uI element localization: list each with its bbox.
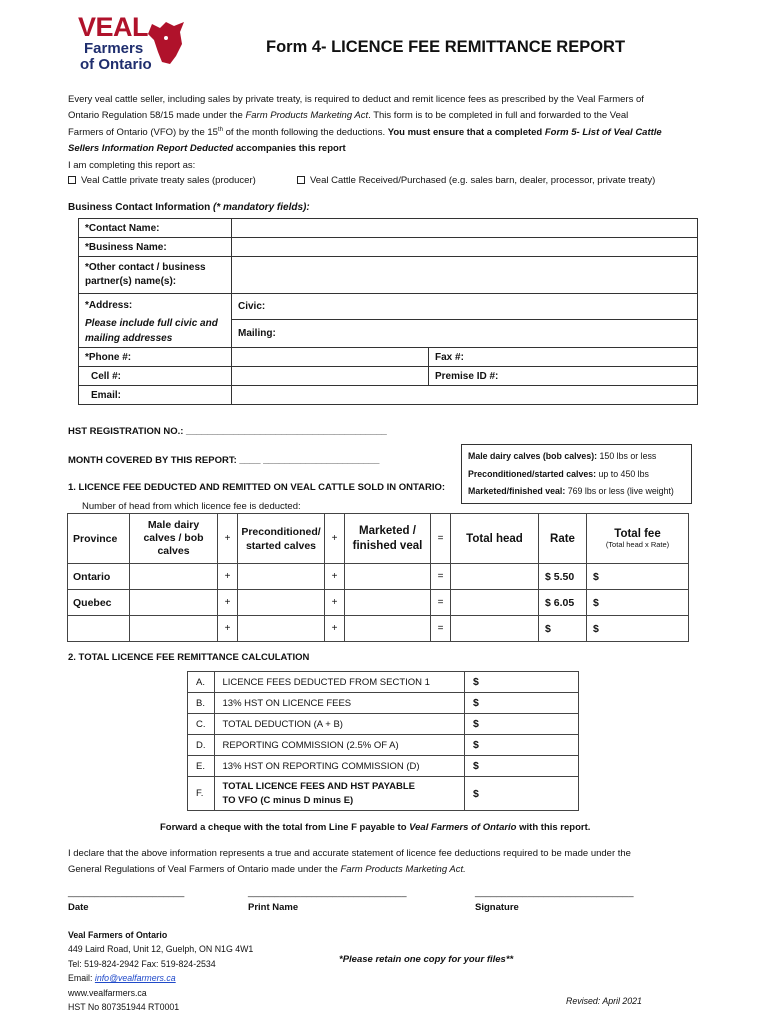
col-total-fee: Total fee (Total head x Rate) bbox=[587, 514, 689, 564]
male-dairy-input[interactable] bbox=[130, 564, 218, 590]
contact-heading: Business Contact Information (* mandatory fields): bbox=[68, 202, 310, 213]
logo-ontario-text: of Ontario bbox=[80, 56, 152, 73]
print-name-label: Print Name bbox=[248, 902, 299, 913]
print-name-line[interactable]: ______________________________ bbox=[248, 887, 407, 898]
info-marketed: Marketed/finished veal: 769 lbs or less (live weight) bbox=[468, 486, 674, 496]
row-letter: D. bbox=[188, 735, 215, 756]
plus-sign: + bbox=[325, 590, 345, 616]
marketed-input[interactable] bbox=[345, 616, 431, 642]
cow-head-icon bbox=[146, 18, 190, 66]
fax-label: Fax #: bbox=[435, 351, 464, 363]
marketed-input[interactable] bbox=[345, 564, 431, 590]
plus-sign: + bbox=[218, 564, 238, 590]
total-head-input[interactable] bbox=[451, 616, 539, 642]
plus-sign: + bbox=[218, 514, 238, 564]
contact-name-field[interactable] bbox=[232, 219, 698, 238]
col-total-head: Total head bbox=[451, 514, 539, 564]
amount-input-c[interactable]: $ bbox=[465, 714, 579, 735]
preconditioned-input[interactable] bbox=[238, 564, 325, 590]
table-row bbox=[188, 693, 579, 714]
checkbox-private-treaty[interactable] bbox=[68, 176, 76, 184]
intro-line-4: Sellers Information Report Deducted accompanies this report bbox=[68, 142, 346, 154]
table-row bbox=[68, 616, 689, 642]
row-label: 13% HST ON LICENCE FEES bbox=[214, 693, 465, 714]
total-head-input[interactable] bbox=[451, 590, 539, 616]
completing-label: I am completing this report as: bbox=[68, 160, 196, 171]
intro-line-3: Farmers of Ontario (VFO) by the 15th of the month following the deductions. You must ensure that a completed Form 5- List of Veal Cattle bbox=[68, 127, 662, 139]
table-row bbox=[68, 590, 689, 616]
plus-sign: + bbox=[325, 514, 345, 564]
row-letter: B. bbox=[188, 693, 215, 714]
col-marketed: Marketed / finished veal bbox=[345, 514, 431, 564]
footer-web[interactable]: www.vealfarmers.ca bbox=[68, 987, 147, 998]
contact-table bbox=[78, 218, 698, 405]
total-fee-input[interactable]: $ bbox=[587, 616, 689, 642]
table-row bbox=[68, 564, 689, 590]
option-received-purchased[interactable]: Veal Cattle Received/Purchased (e.g. sales barn, dealer, processor, private treaty) bbox=[297, 175, 655, 186]
phone-field[interactable] bbox=[232, 348, 429, 367]
address-label: *Address: Please include full civic and mailing addresses bbox=[79, 294, 232, 348]
option-private-treaty[interactable]: Veal Cattle private treaty sales (producer) bbox=[68, 175, 256, 186]
section2-heading: 2. TOTAL LICENCE FEE REMITTANCE CALCULATION bbox=[68, 652, 310, 663]
weight-info-box bbox=[461, 444, 692, 504]
rate-cell: $ 6.05 bbox=[539, 590, 587, 616]
intro-line-2: Ontario Regulation 58/15 made under the Farm Products Marketing Act. This form is to be completed in full and forwarded to the Veal bbox=[68, 109, 629, 121]
plus-sign: + bbox=[325, 616, 345, 642]
col-preconditioned: Preconditioned/ started calves bbox=[238, 514, 325, 564]
row-label: TOTAL DEDUCTION (A + B) bbox=[214, 714, 465, 735]
mailing-label: Mailing: bbox=[238, 328, 276, 340]
civic-label: Civic: bbox=[238, 301, 266, 313]
email-link[interactable]: info@vealfarmers.ca bbox=[94, 973, 176, 984]
row-label: LICENCE FEES DEDUCTED FROM SECTION 1 bbox=[214, 672, 465, 693]
civic-field[interactable] bbox=[232, 294, 698, 320]
plus-sign: + bbox=[325, 564, 345, 590]
date-label: Date bbox=[68, 902, 89, 913]
preconditioned-input[interactable] bbox=[238, 590, 325, 616]
rate-input[interactable]: $ bbox=[539, 616, 587, 642]
table-row bbox=[188, 756, 579, 777]
phone-label: *Phone #: bbox=[79, 348, 232, 367]
signature-label: Signature bbox=[475, 902, 519, 913]
table-row bbox=[188, 735, 579, 756]
section1-heading: 1. LICENCE FEE DEDUCTED AND REMITTED ON VEAL CATTLE SOLD IN ONTARIO: bbox=[68, 482, 446, 493]
month-covered-field[interactable]: MONTH COVERED BY THIS REPORT: ____ ______________________ bbox=[68, 455, 380, 466]
footer-address: 449 Laird Road, Unit 12, Guelph, ON N1G 4W1 bbox=[68, 944, 254, 955]
intro-paragraph bbox=[68, 92, 708, 156]
plus-sign: + bbox=[218, 616, 238, 642]
plus-sign: + bbox=[218, 590, 238, 616]
cell-label: Cell #: bbox=[79, 367, 232, 386]
amount-input-b[interactable]: $ bbox=[465, 693, 579, 714]
row-letter: C. bbox=[188, 714, 215, 735]
logo-veal-text: VEAL bbox=[78, 12, 149, 42]
info-preconditioned: Preconditioned/started calves: up to 450 lbs bbox=[468, 468, 649, 479]
col-province: Province bbox=[68, 514, 130, 564]
row-letter: A. bbox=[188, 672, 215, 693]
row-label: REPORTING COMMISSION (2.5% OF A) bbox=[214, 735, 465, 756]
fax-field[interactable] bbox=[429, 348, 698, 367]
amount-input-e[interactable]: $ bbox=[465, 756, 579, 777]
province-cell: Quebec bbox=[68, 590, 130, 616]
remittance-calculation-table bbox=[187, 671, 579, 811]
intro-line-1: Every veal cattle seller, including sales by private treaty, is required to deduct and remit licence fees as prescribed by the Veal Farmers of bbox=[68, 94, 644, 105]
forward-instruction: Forward a cheque with the total from Line F payable to Veal Farmers of Ontario with this report. bbox=[160, 822, 591, 833]
marketed-input[interactable] bbox=[345, 590, 431, 616]
rate-cell: $ 5.50 bbox=[539, 564, 587, 590]
premise-field[interactable] bbox=[429, 367, 698, 386]
premise-label: Premise ID #: bbox=[435, 370, 499, 382]
other-contact-label: *Other contact / business partner(s) name(s): bbox=[79, 257, 232, 294]
email-label: Email: bbox=[79, 386, 232, 405]
mailing-field[interactable] bbox=[232, 320, 698, 348]
section1-subheading: Number of head from which licence fee is deducted: bbox=[82, 501, 301, 512]
equals-sign: = bbox=[431, 564, 451, 590]
equals-sign: = bbox=[431, 616, 451, 642]
equals-sign: = bbox=[431, 514, 451, 564]
province-cell: Ontario bbox=[68, 564, 130, 590]
row-letter: F. bbox=[188, 777, 215, 811]
col-rate: Rate bbox=[539, 514, 587, 564]
total-fee-input[interactable]: $ bbox=[587, 564, 689, 590]
row-label: TOTAL LICENCE FEES AND HST PAYABLE TO VFO (C minus D minus E) bbox=[214, 777, 465, 811]
contact-name-label: *Contact Name: bbox=[79, 219, 232, 238]
logo-farmers-text: Farmers bbox=[84, 40, 144, 57]
info-male-dairy: Male dairy calves (bob calves): 150 lbs or less bbox=[468, 451, 657, 461]
footer-email: Email: info@vealfarmers.ca bbox=[68, 973, 176, 984]
head-count-table bbox=[67, 513, 689, 642]
footer-org: Veal Farmers of Ontario bbox=[68, 930, 168, 940]
other-contact-field[interactable] bbox=[232, 257, 698, 294]
cell-field[interactable] bbox=[232, 367, 429, 386]
row-label: 13% HST ON REPORTING COMMISSION (D) bbox=[214, 756, 465, 777]
declaration: I declare that the above information represents a true and accurate statement of licence fee deductions required to be made under the General Regulations of Veal Farmers of Ontario made under the Farm Products Marketing Act. bbox=[68, 848, 631, 875]
equals-sign: = bbox=[431, 590, 451, 616]
email-field[interactable] bbox=[232, 386, 698, 405]
footer-contact bbox=[68, 928, 253, 1014]
preconditioned-input[interactable] bbox=[238, 616, 325, 642]
amount-input-a[interactable]: $ bbox=[465, 672, 579, 693]
vfo-logo bbox=[78, 14, 188, 76]
male-dairy-input[interactable] bbox=[130, 616, 218, 642]
footer-phone: Tel: 519-824-2942 Fax: 519-824-2534 bbox=[68, 958, 216, 969]
total-head-input[interactable] bbox=[451, 564, 539, 590]
row-letter: E. bbox=[188, 756, 215, 777]
date-line[interactable]: ______________________ bbox=[68, 887, 185, 898]
checkbox-received-purchased[interactable] bbox=[297, 176, 305, 184]
amount-input-d[interactable]: $ bbox=[465, 735, 579, 756]
male-dairy-input[interactable] bbox=[130, 590, 218, 616]
hst-registration-field[interactable]: HST REGISTRATION NO.: ______________________________________ bbox=[68, 426, 387, 437]
col-male-dairy: Male dairy calves / bob calves bbox=[130, 514, 218, 564]
footer-hst: HST No 807351944 RT0001 bbox=[68, 1002, 180, 1013]
retain-copy-note: *Please retain one copy for your files** bbox=[339, 954, 514, 965]
table-row bbox=[188, 714, 579, 735]
amount-input-f[interactable]: $ bbox=[465, 777, 579, 811]
business-name-label: *Business Name: bbox=[79, 238, 232, 257]
table-row bbox=[188, 777, 579, 811]
business-name-field[interactable] bbox=[232, 238, 698, 257]
province-input[interactable] bbox=[68, 616, 130, 642]
signature-line[interactable]: ______________________________ bbox=[475, 887, 634, 898]
revised-date: Revised: April 2021 bbox=[566, 996, 642, 1006]
page-title: Form 4- LICENCE FEE REMITTANCE REPORT bbox=[266, 38, 626, 56]
table-row bbox=[188, 672, 579, 693]
total-fee-input[interactable]: $ bbox=[587, 590, 689, 616]
